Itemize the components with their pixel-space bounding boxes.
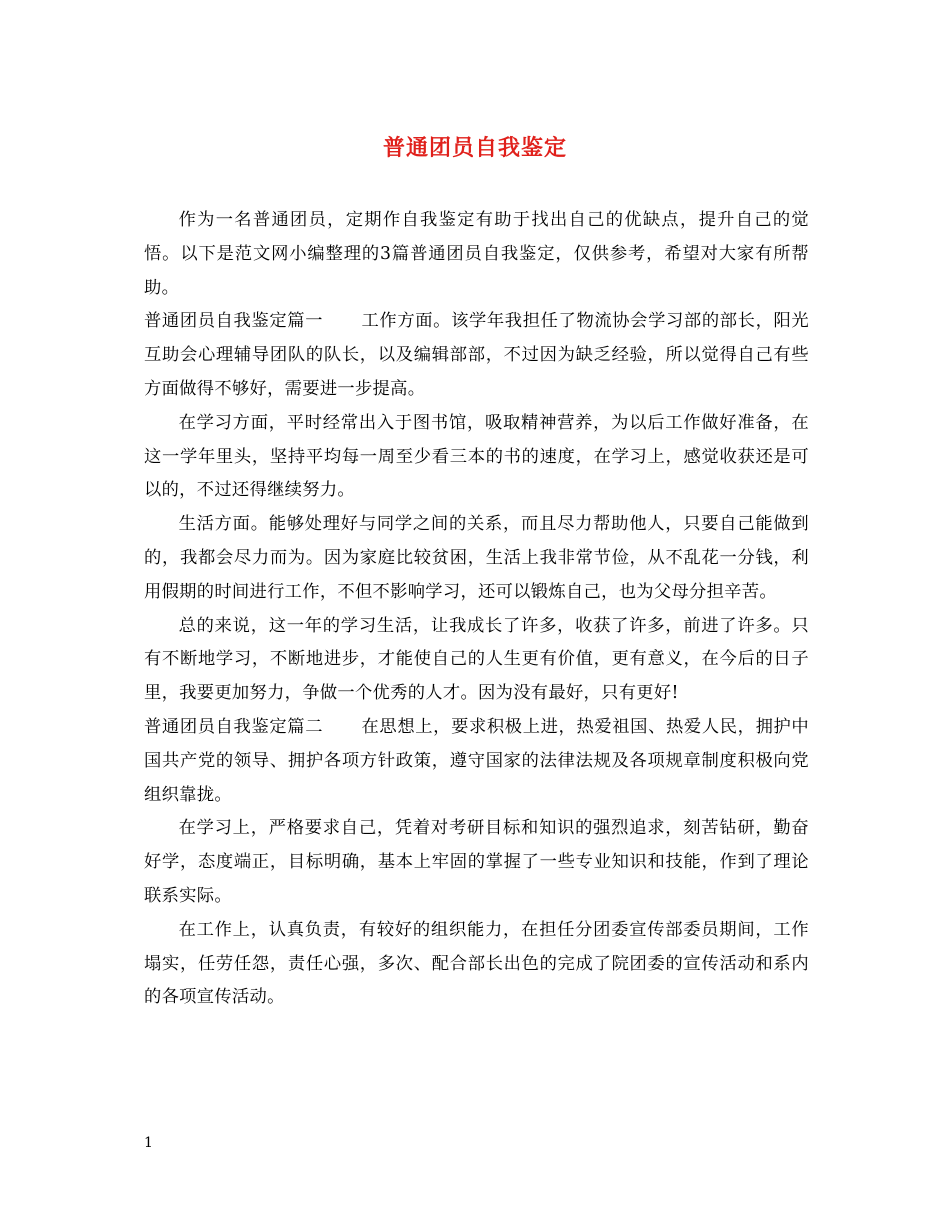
- section-1-lead: 工作方面。该学年我担任了物流协会学习部的部长，阳光互助会心理辅导团队的队长，以及编辑部部，不过因为缺乏经验，所以觉得自己有些方面做得不够好，需要进一步提高。: [144, 311, 809, 399]
- section-1-first-paragraph: [144, 305, 809, 406]
- document-title: 普通团员自我鉴定: [382, 135, 567, 161]
- section-1-paragraph: 在学习方面，平时经常出入于图书馆，吸取精神营养，为以后工作做好准备，在这一学年里头，坚持平均每一周至少看三本的书的速度，在学习上，感觉收获还是可以的，不过还得继续努力。: [144, 412, 809, 501]
- section-2-heading: 普通团员自我鉴定篇二: [144, 716, 324, 737]
- section-1-paragraph: 生活方面。能够处理好与同学之间的关系，而且尽力帮助他人，只要自己能做到的，我都会尽力而为。因为家庭比较贫困，生活上我非常节俭，从不乱花一分钱，利用假期的时间进行工作，不但不影响学习，还可以锻炼自己，也为父母分担辛苦。: [144, 514, 809, 602]
- section-2-paragraph: 在学习上，严格要求自己，凭着对考研目标和知识的强烈追求，刻苦钻研，勤奋好学，态度端正，目标明确，基本上牢固的掌握了一些专业知识和技能，作到了理论联系实际。: [144, 818, 809, 906]
- section-2-paragraph: 在工作上，认真负责，有较好的组织能力，在担任分团委宣传部委员期间，工作塌实，任劳任怨，责任心强，多次、配合部长出色的完成了院团委的宣传活动和系内的各项宣传活动。: [144, 919, 809, 1008]
- document-body: [144, 204, 809, 1015]
- section-2-first-paragraph: [144, 711, 809, 812]
- section-2-lead: 在思想上，要求积极上进，热爱祖国、热爱人民，拥护中国共产党的领导、拥护各项方针政策，遵守国家的法律法规及各项规章制度积极向党组织靠拢。: [144, 716, 809, 805]
- section-1-heading: 普通团员自我鉴定篇一: [144, 311, 324, 332]
- page-number: 1: [144, 1135, 153, 1151]
- section-1-paragraph: 总的来说，这一年的学习生活，让我成长了许多，收获了许多，前进了许多。只有不断地学习，不断地进步，才能使自己的人生更有价值，更有意义，在今后的日子里，我要更加努力，争做一个优秀的人才。因为没有最好，只有更好!: [144, 615, 809, 704]
- intro-paragraph: 作为一名普通团员，定期作自我鉴定有助于找出自己的优缺点，提升自己的觉悟。以下是范文网小编整理的3篇普通团员自我鉴定，仅供参考，希望对大家有所帮助。: [144, 210, 809, 298]
